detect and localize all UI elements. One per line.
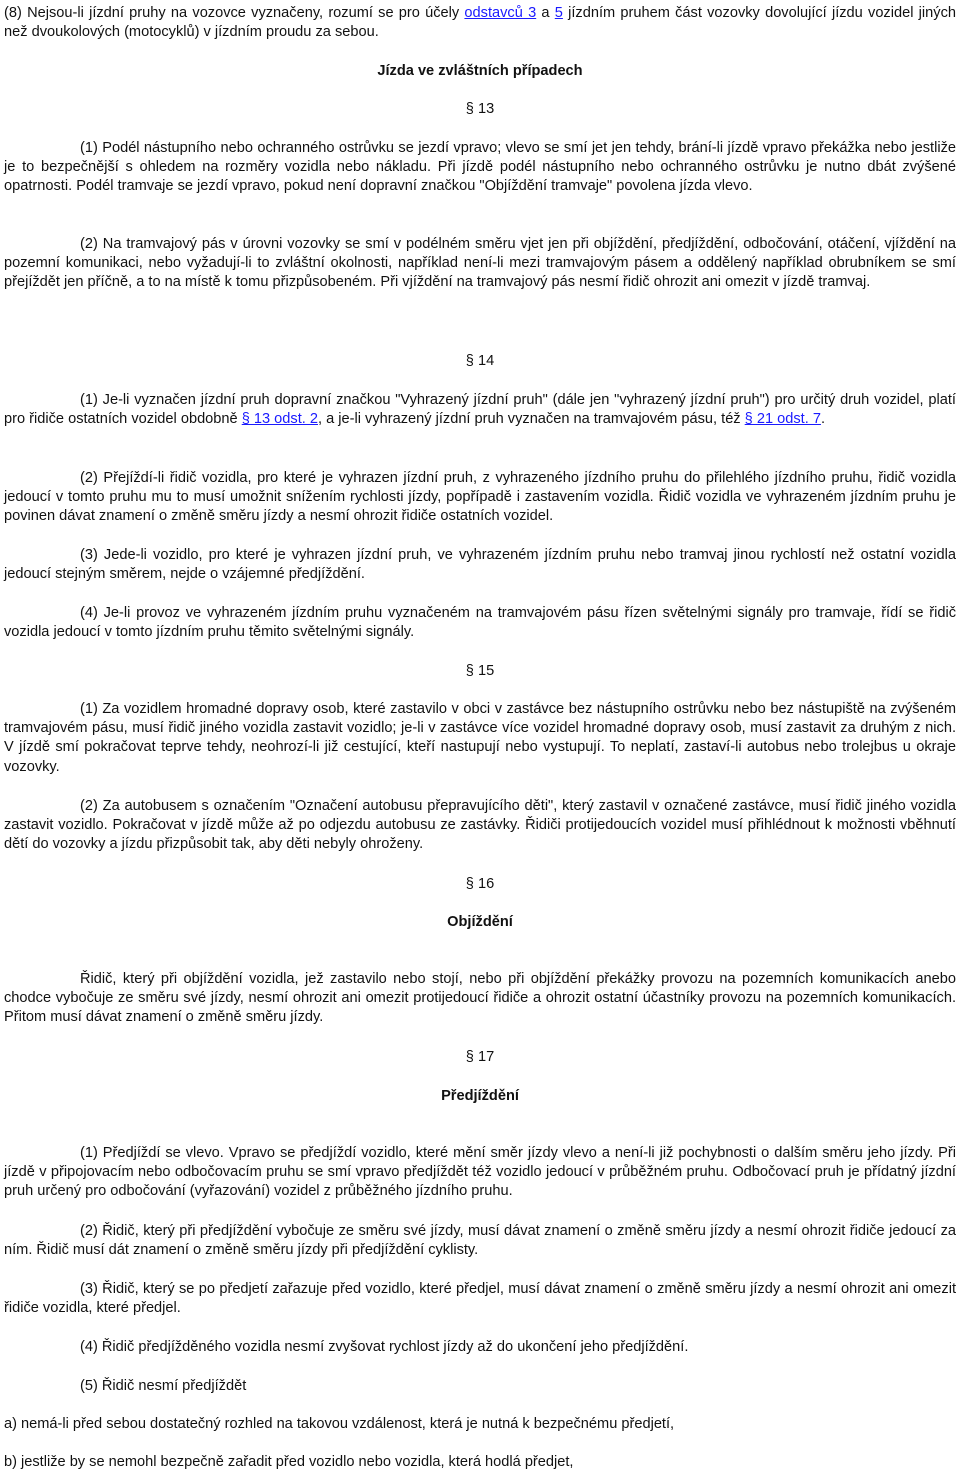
s15-paragraph-2: (2) Za autobusem s označením "Označení autobusu přepravujícího děti", který zastavil v označené zastávce, musí řidič jiného vozidla zastavit vozidlo. Pokračovat v jízdě může až po odjezdu autobusu ze zastávky. Řidiči protijedoucích vozidel musí přihlédnout k možnosti vběhnutí dětí do vozovky a jízdu přizpůsobit tak, aby děti nebyly ohroženy. xyxy=(4,798,956,853)
s17-item-a: a) nemá-li před sebou dostatečný rozhled na takovou vzdálenost, která je nutná k bezpečnému předjetí, xyxy=(4,1416,675,1432)
s13-paragraph-1: (1) Podél nástupního nebo ochranného ostrůvku se jezdí vpravo; vlevo se smí jet jen tehdy, brání-li jízdě vpravo překážka nebo jestliže je to bezpečnější s ohledem na rozměry vozidla nebo nákladu. Při jízdě podél nástupního nebo ochranného ostrůvku je nutno dbát zvýšené opatrnosti. Podél tramvaje se jezdí vpravo, pokud není dopravní značkou "Objíždění tramvaje" povolena jízda vlevo. xyxy=(4,140,956,195)
s14-paragraph-3: (3) Jede-li vozidlo, pro které je vyhrazen jízdní pruh, ve vyhrazeném jízdním pruhu nebo tramvaj jinou rychlostí než ostatní vozidla jedoucí stejným směrem, nejde o vzájemné předjíždění. xyxy=(4,547,956,583)
s17-paragraph-5: (5) Řidič nesmí předjíždět xyxy=(80,1378,247,1394)
s13-paragraph-2: (2) Na tramvajový pás v úrovni vozovky se smí v podélném směru vjet jen při objíždění, předjíždění, odbočování, otáčení, vjíždění na pozemní komunikaci, nebo vyžadují-li to zvláštní okolnosti, například není-li mezi tramvajovým pásem a oddělený například obrubníkem se smí přejíždět jen příčně, a to na místě k tomu přizpůsobeném. Při vjíždění na tramvajový pás nesmí řidič ohrozit ani omezit v jízdě tramvaj. xyxy=(4,236,956,291)
s14-paragraph-4: (4) Je-li provoz ve vyhrazeném jízdním pruhu vyznačeném na tramvajovém pásu řízen světelnými signály pro tramvaje, řídí se řidič vozidla jedoucí v tomto jízdním pruhu těmito světelnými signály. xyxy=(4,605,956,641)
section-16-title: § 16 xyxy=(465,876,495,892)
s17-paragraph-4: (4) Řidič předjížděného vozidla nesmí zvyšovat rychlost jízdy až do ukončení jeho předjíždění. xyxy=(80,1339,689,1355)
s16-paragraph-1: Řidič, který při objíždění vozidla, jež zastavilo nebo stojí, nebo při objíždění překážky provozu na pozemních komunikacích anebo chodce vybočuje ze směru své jízdy, nesmí ohrozit ani omezit protijedoucí řidiče a ohrozit ostatní účastníky provozu na pozemních komunikacích. Přitom musí dávat znamení o změně směru jízdy. xyxy=(4,971,956,1026)
s17-paragraph-3: (3) Řidič, který se po předjetí zařazuje před vozidlo, které předjel, musí dávat znamení o změně směru jízdy a nesmí ohrozit ani omezit řidiče vozidla, které předjel. xyxy=(4,1281,956,1317)
s17-paragraph-2: (2) Řidič, který při předjíždění vybočuje ze směru své jízdy, musí dávat znamení o změně směru jízdy a nesmí ohrozit řidiče jedoucí za ním. Řidič musí dát znamení o změně směru jízdy při předjíždění cyklisty. xyxy=(4,1223,956,1259)
heading-predjizdeni: Předjíždění xyxy=(441,1088,519,1104)
section-14-title: § 14 xyxy=(465,353,495,369)
paragraph-8: (8) Nejsou-li jízdní pruhy na vozovce vyznačeny, rozumí se pro účely odstavců 3 a 5 jízdním pruhem část vozovky dovolující jízdu vozidel jiných než dvoukolových (motocyklů) v jízdním proudu za sebou. xyxy=(4,5,956,41)
section-15-title: § 15 xyxy=(465,663,495,679)
section-13-title: § 13 xyxy=(465,101,495,117)
link-13-odst-2[interactable]: § 13 odst. 2 xyxy=(241,411,318,428)
link-odstavcu-3[interactable]: odstavců 3 xyxy=(464,5,537,21)
link-odstavec-5[interactable]: 5 xyxy=(554,5,563,21)
s14-paragraph-2: (2) Přejíždí-li řidič vozidla, pro které je vyhrazen jízdní pruh, z vyhrazeného jízdního pruhu do přilehlého jízdního pruhu, řidič vozidla jedoucí v tomto pruhu mu to musí umožnit snížením rychlosti jízdy, popřípadě i zastavením vozidla. Řidič vozidla ve vyhrazeném jízdním pruhu je povinen dávat znamení o změně směru jízdy a nesmí ohrozit řidiče ostatních vozidel. xyxy=(4,470,956,525)
s17-item-b: b) jestliže by se nemohl bezpečně zařadit před vozidlo nebo vozidla, která hodlá předjet, xyxy=(4,1454,574,1470)
link-21-odst-7[interactable]: § 21 odst. 7 xyxy=(744,411,821,428)
s15-paragraph-1: (1) Za vozidlem hromadné dopravy osob, které zastavilo v obci v zastávce bez nástupního ostrůvku nebo bez nástupiště na zvýšeném tramvajovém pásu, musí řidič jiného vozidla zastavit vozidlo; je-li v zastávce více vozidel hromadné dopravy osob, musí zastavit za druhým z nich. V jízdě smí pokračovat teprve tehdy, neohrozí-li již cestující, kteří nastupují nebo vystupují. To neplatí, zastaví-li autobus nebo trolejbus u okraje vozovky. xyxy=(4,701,956,775)
s14-paragraph-1: (1) Je-li vyznačen jízdní pruh dopravní značkou "Vyhrazený jízdní pruh" (dále jen "vyhrazený jízdní pruh") pro určitý druh vozidel, platí pro řidiče ostatních vozidel obdobně § 13 odst. 2, a je-li vyhrazený jízdní pruh vyznačen na tramvajovém pásu, též § 21 odst. 7. xyxy=(4,392,956,428)
s17-paragraph-1: (1) Předjíždí se vlevo. Vpravo se předjíždí vozidlo, které mění směr jízdy vlevo a není-li již pochybnosti o dalším směru jeho jízdy. Při jízdě v připojovacím nebo odbočovacím pruhu se smí vpravo předjíždět též vozidlo jedoucí v průběžném pruhu. Odbočovací pruh je přídatný jízdní pruh určený pro odbočování (vyřazování) vozidel z průběžného jízdního pruhu. xyxy=(4,1145,956,1200)
heading-objizdeni: Objíždění xyxy=(447,914,513,930)
heading-jizda-ve-zvlastnich-pripadech: Jízda ve zvláštních případech xyxy=(377,63,583,79)
section-17-title: § 17 xyxy=(465,1049,495,1065)
